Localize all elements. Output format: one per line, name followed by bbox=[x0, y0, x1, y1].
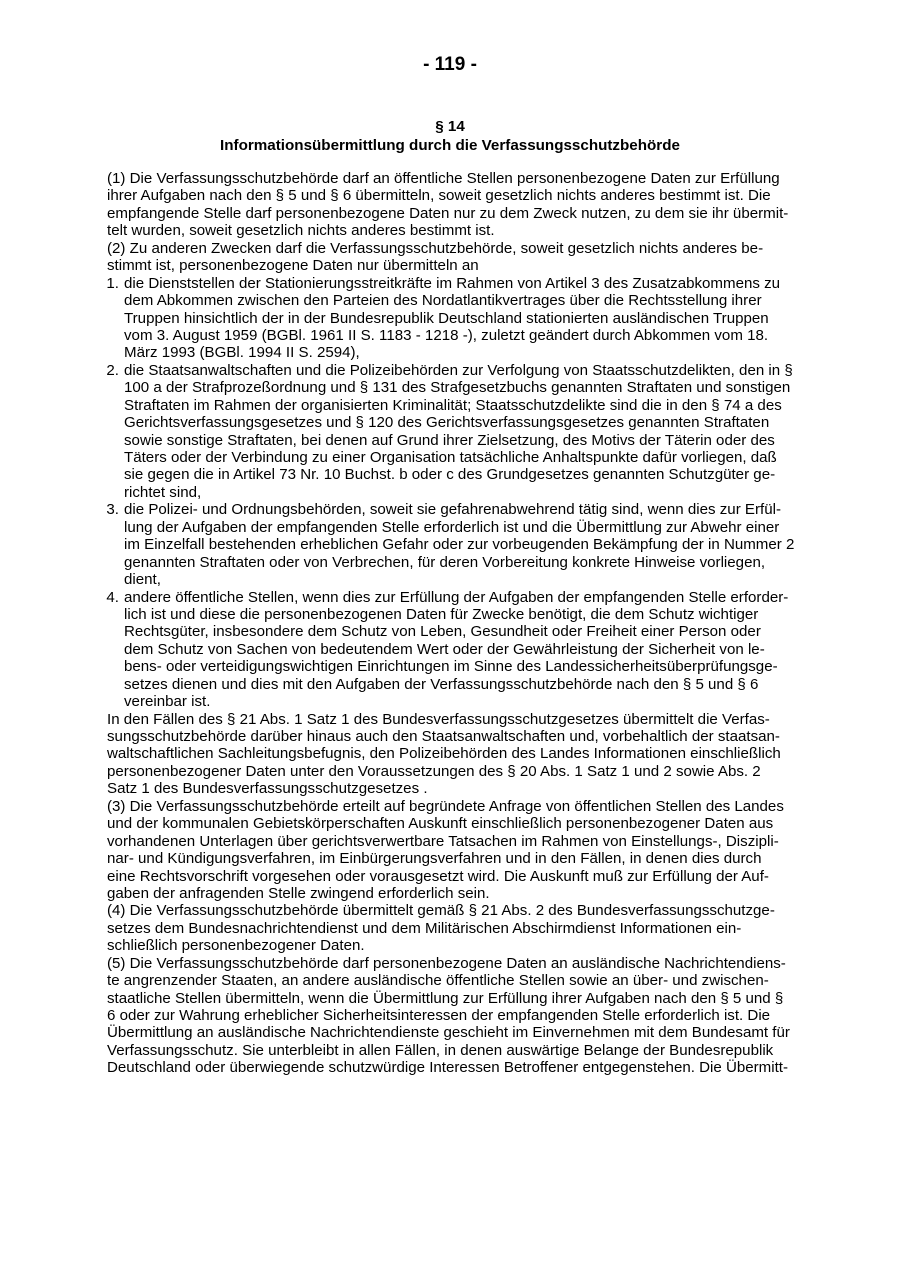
paragraph-2 bbox=[107, 240, 797, 275]
section-body bbox=[107, 170, 797, 1077]
list-item-number: 3. bbox=[106, 501, 119, 519]
text-line: dem Schutz von Sachen von bedeutendem Wert oder der Gewährleistung der Sicherheit von le- bbox=[124, 640, 765, 658]
text-line: Täters oder der Verbindung zu einer Organisation tatsächliche Anhaltspunkte dafür vorliegen, daß bbox=[124, 449, 777, 466]
text-line: die Polizei- und Ordnungsbehörden, soweit sie gefahrenabwehrend tätig sind, wenn dies zur Erfül- bbox=[124, 501, 781, 519]
text-line: telt wurden, soweit gesetzlich nichts anderes bestimmt ist. bbox=[107, 222, 495, 240]
text-line: Rechtsgüter, insbesondere dem Schutz von Leben, Gesundheit oder Freiheit einer Person oder bbox=[124, 623, 761, 641]
section-title: Informationsübermittlung durch die Verfassungsschutzbehörde bbox=[220, 137, 680, 154]
text-line: Deutschland oder überwiegende schutzwürdige Interessen Betroffener entgegenstehen. Die Übermitt- bbox=[107, 1059, 789, 1077]
list-item-number: 4. bbox=[106, 588, 119, 606]
list-item bbox=[107, 501, 797, 588]
text-line: März 1993 (BGBl. 1994 II S. 2594), bbox=[124, 344, 360, 362]
text-line: setzes dienen und dies mit den Aufgaben der Verfassungsschutzbehörde nach den § 5 und § 6 bbox=[124, 675, 759, 693]
text-line: (1) Die Verfassungsschutzbehörde darf an öffentliche Stellen personenbezogene Daten zur Erfüllung bbox=[107, 170, 780, 187]
text-line: richtet sind, bbox=[124, 483, 202, 501]
paragraph-4 bbox=[107, 902, 797, 954]
paragraph-3 bbox=[107, 798, 797, 903]
text-line: lich ist und diese die personenbezogenen Daten für Zwecke benötigt, die dem Schutz wichtiger bbox=[124, 605, 759, 623]
list-item bbox=[107, 589, 797, 711]
text-line: empfangende Stelle darf personenbezogene Daten nur zu dem Zweck nutzen, zu dem sie ihr übermit- bbox=[107, 204, 789, 222]
text-line: Verfassungsschutz. Sie unterbleibt in allen Fällen, in denen auswärtige Belange der Bundesrepublik bbox=[107, 1041, 774, 1059]
text-line: vom 3. August 1959 (BGBl. 1961 II S. 1183 - 1218 -), zuletzt geändert durch Abkommen vom 18. bbox=[124, 326, 769, 344]
section-number: § 14 bbox=[435, 118, 465, 135]
text-line: die Dienststellen der Stationierungsstreitkräfte im Rahmen von Artikel 3 des Zusatzabkommens zu bbox=[124, 274, 781, 292]
text-line: eine Rechtsvorschrift vorgesehen oder vorausgesetzt wird. Die Auskunft muß zur Erfüllung der Auf- bbox=[107, 867, 769, 885]
text-line: sowie sonstige Straftaten, bei denen auf Grund ihrer Zielsetzung, des Motivs der Täterin oder des bbox=[124, 431, 775, 449]
text-line: gaben der anfragenden Stelle zwingend erforderlich sein. bbox=[107, 884, 490, 902]
text-line: sie gegen die in Artikel 73 Nr. 10 Buchst. b oder c des Grundgesetzes genannten Schutzgüter ge- bbox=[124, 466, 776, 484]
text-line: Übermittlung an ausländische Nachrichtendienste geschieht im Einvernehmen mit dem Bundesamt für bbox=[107, 1024, 790, 1042]
text-line: 6 oder zur Wahrung erheblicher Sicherheitsinteressen der empfangenden Stelle erforderlich ist. Die bbox=[107, 1007, 771, 1024]
text-line: dient, bbox=[124, 571, 161, 589]
list-item bbox=[107, 275, 797, 362]
text-line: staatliche Stellen übermitteln, wenn die Übermittlung zur Erfüllung ihrer Aufgaben nach den § 5 und § bbox=[107, 989, 784, 1007]
text-line: nar- und Kündigungsverfahren, im Einbürgerungsverfahren und in den Fällen, in denen dies durch bbox=[107, 850, 762, 868]
paragraph-1 bbox=[107, 170, 797, 240]
enumerated-list bbox=[107, 275, 797, 711]
text-line: dem Abkommen zwischen den Parteien des Nordatlantikvertrages über die Rechtsstellung ihrer bbox=[124, 292, 762, 310]
text-line: bens- oder verteidigungswichtigen Einrichtungen im Sinne des Landessicherheitsüberprüfungsge- bbox=[124, 658, 778, 676]
text-line: (4) Die Verfassungsschutzbehörde übermittelt gemäß § 21 Abs. 2 des Bundesverfassungsschutzge- bbox=[107, 902, 775, 920]
text-line: 100 a der Strafprozeßordnung und § 131 des Strafgesetzbuchs genannten Straftaten und sonstigen bbox=[124, 379, 791, 397]
text-line: und der kommunalen Gebietskörperschaften Auskunft einschließlich personenbezogener Daten aus bbox=[107, 815, 774, 833]
text-line: Gerichtsverfassungsgesetzes und § 120 des Gerichtsverfassungsgesetzes genannten Straftaten bbox=[124, 414, 770, 432]
text-line: waltschaftlichen Sachleitungsbefugnis, den Polizeibehörden des Landes Informationen einschließlich bbox=[107, 745, 781, 763]
list-item-number: 1. bbox=[106, 274, 119, 292]
list-item bbox=[107, 362, 797, 502]
text-line: Satz 1 des Bundesverfassungsschutzgesetzes . bbox=[107, 780, 428, 798]
text-line: die Staatsanwaltschaften und die Polizeibehörden zur Verfolgung von Staatsschutzdelikten, den in § bbox=[124, 361, 793, 379]
text-line: te angrenzender Staaten, an andere ausländische öffentliche Stellen sowie an über- und zwischen- bbox=[107, 972, 769, 990]
text-line: schließlich personenbezogener Daten. bbox=[107, 937, 365, 955]
text-line: (3) Die Verfassungsschutzbehörde erteilt auf begründete Anfrage von öffentlichen Stellen des Landes bbox=[107, 797, 784, 815]
text-line: In den Fällen des § 21 Abs. 1 Satz 1 des Bundesverfassungsschutzgesetzes übermittelt die Verfas- bbox=[107, 710, 770, 728]
text-line: ihrer Aufgaben nach den § 5 und § 6 übermitteln, soweit gesetzlich nichts anderes bestimmt ist. Die bbox=[107, 187, 771, 205]
page-number: - 119 - bbox=[423, 54, 477, 75]
paragraph-after-list bbox=[107, 711, 797, 798]
text-line: genannten Straftaten oder von Verbrechen, für deren Vorbereitung konkrete Hinweise vorliegen, bbox=[124, 553, 766, 571]
text-line: im Einzelfall bestehenden erheblichen Gefahr oder zur vorbeugenden Bekämpfung der in Nummer 2 bbox=[124, 536, 795, 554]
text-line: (2) Zu anderen Zwecken darf die Verfassungsschutzbehörde, soweit gesetzlich nichts anderes be- bbox=[107, 239, 764, 257]
text-line: Straftaten im Rahmen der organisierten Kriminalität; Staatsschutzdelikte sind die in den § 74 a des bbox=[124, 396, 782, 414]
text-line: setzes dem Bundesnachrichtendienst und dem Militärischen Abschirmdienst Informationen ein- bbox=[107, 919, 742, 937]
text-line: sungsschutzbehörde darüber hinaus auch den Staatsanwaltschaften und, vorbehaltlich der staatsan- bbox=[107, 728, 780, 745]
text-line: personenbezogener Daten unter den Voraussetzungen des § 20 Abs. 1 Satz 1 und 2 sowie Abs. 2 bbox=[107, 762, 761, 780]
text-line: stimmt ist, personenbezogene Daten nur übermitteln an bbox=[107, 257, 479, 275]
text-line: Truppen hinsichtlich der in der Bundesrepublik Deutschland stationierten ausländischen Truppen bbox=[124, 309, 769, 327]
text-line: lung der Aufgaben der empfangenden Stelle erforderlich ist und die Übermittlung zur Abwehr einer bbox=[124, 518, 780, 536]
paragraph-5 bbox=[107, 955, 797, 1077]
list-item-number: 2. bbox=[106, 361, 119, 379]
text-line: vereinbar ist. bbox=[124, 693, 211, 711]
text-line: andere öffentliche Stellen, wenn dies zur Erfüllung der Aufgaben der empfangenden Stelle erforder- bbox=[124, 588, 789, 606]
text-line: vorhandenen Unterlagen über gerichtsverwertbare Tatsachen im Rahmen von Einstellungs-, Diszipli- bbox=[107, 832, 779, 850]
text-line: (5) Die Verfassungsschutzbehörde darf personenbezogene Daten an ausländische Nachrichtendiens- bbox=[107, 954, 786, 972]
